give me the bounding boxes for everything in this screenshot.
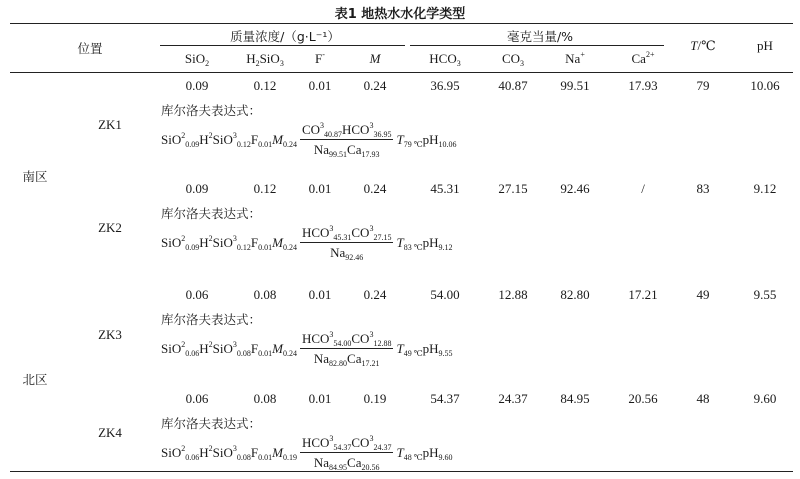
formula-sio3 [213, 341, 251, 357]
formula-ph [423, 445, 453, 461]
header-temperature: T/℃ [690, 38, 716, 53]
formula-sio3-value: 0.12 [236, 140, 251, 149]
formula-num-ion1 [302, 435, 351, 450]
formula-h2sio3 [199, 445, 212, 461]
formula-f-value: 0.01 [258, 349, 273, 358]
region-north: 北区 [22, 372, 48, 387]
formula-num-ion2-charge: 3 [369, 330, 374, 339]
formula-ph [423, 132, 457, 148]
header-milliequivalent: 毫克当量/% [506, 29, 574, 44]
formula-sio3-value: 0.08 [236, 453, 251, 462]
cell-ca: 17.93 [628, 78, 658, 93]
formula-denominator [312, 140, 382, 157]
formula-h2sio3 [199, 132, 212, 148]
formula-m [272, 235, 297, 251]
header-mineralization: M [369, 51, 381, 66]
cell-sio2: 0.09 [185, 78, 209, 93]
cell-ca: 17.21 [628, 287, 658, 302]
formula-num-ion2-charge: 3 [369, 121, 374, 130]
formula-sio3-charge: 3 [232, 444, 237, 453]
formula-f [251, 132, 272, 148]
formula-sio3-symbol: SiO [212, 445, 233, 460]
formula-t-symbol: T [396, 132, 404, 147]
header-fluoride: F- [315, 50, 325, 66]
formula-f [251, 235, 272, 251]
formula-num-ion2-symbol: HCO [342, 122, 370, 137]
bottom-rule [10, 471, 793, 472]
formula-f-value: 0.01 [258, 453, 273, 462]
formula-sio3-symbol: SiO [212, 235, 233, 250]
header-na: Na+ [565, 50, 585, 66]
cell-h2sio3: 0.12 [253, 78, 277, 93]
cell-ca: / [641, 181, 645, 196]
formula-denominator [328, 243, 365, 260]
header-ph: pH [757, 38, 773, 53]
cell-h2sio3: 0.08 [253, 287, 277, 302]
cell-t: 48 [696, 391, 710, 406]
formula-m-symbol: M [272, 445, 283, 460]
formula-num-ion1-value: 45.31 [333, 233, 352, 242]
formula-sio2-symbol: SiO [161, 445, 182, 460]
formula-f [251, 445, 272, 461]
formula-t-unit: ℃ [411, 243, 423, 252]
formula-m [272, 132, 297, 148]
formula-t-value: 79 [403, 140, 412, 149]
formula-fraction [300, 436, 394, 470]
formula-num-ion1 [302, 122, 342, 137]
formula-fraction [300, 226, 394, 260]
formula-t [396, 445, 422, 461]
formula-den-ca [347, 351, 379, 366]
cell-f: 0.01 [308, 181, 332, 196]
top-rule [10, 23, 793, 24]
cell-m: 0.24 [363, 78, 387, 93]
cell-h2sio3: 0.12 [253, 181, 277, 196]
header-sio2: SiO$_2$ [184, 51, 210, 68]
formula-ph-value: 9.12 [438, 243, 453, 252]
cell-hco3: 54.00 [430, 287, 460, 302]
formula-num-ion2-value: 27.15 [373, 233, 392, 242]
cell-ca: 20.56 [628, 391, 658, 406]
formula-num-ion1-charge: 3 [329, 434, 334, 443]
cell-na: 99.51 [560, 78, 590, 93]
kurlov-label: 库尔洛夫表达式： [161, 416, 262, 431]
cell-na: 84.95 [560, 391, 590, 406]
formula-ph-value: 10.06 [438, 140, 457, 149]
formula-sio2-charge: 2 [181, 340, 186, 349]
formula-h2sio3-symbol: H [199, 235, 209, 250]
well-name: ZK1 [98, 117, 122, 132]
formula-num-ion2-symbol: CO [351, 435, 370, 450]
formula-den-na-value: 82.80 [329, 359, 348, 368]
well-name: ZK2 [98, 220, 122, 235]
formula-sio2-value: 0.06 [185, 453, 200, 462]
formula-den-ca-symbol: Ca [347, 142, 362, 157]
formula-t [396, 132, 422, 148]
kurlov-label: 库尔洛夫表达式： [161, 103, 262, 118]
cell-ph: 9.55 [753, 287, 777, 302]
region-south: 南区 [22, 169, 48, 184]
formula-sio2-value: 0.09 [185, 243, 200, 252]
formula-h2sio3 [199, 341, 212, 357]
formula-t-symbol: T [396, 235, 404, 250]
formula-num-ion2-value: 24.37 [373, 443, 392, 452]
cell-t: 83 [696, 181, 710, 196]
formula-h2sio3-charge: 2 [208, 131, 213, 140]
formula-ph [423, 235, 453, 251]
formula-m-symbol: M [272, 235, 283, 250]
formula-h2sio3 [199, 235, 212, 251]
formula-num-ion2-value: 36.95 [373, 130, 392, 139]
formula-den-ca [347, 142, 379, 157]
formula-ph-value: 9.55 [438, 349, 453, 358]
formula-den-ca-symbol: Ca [347, 455, 362, 470]
kurlov-formula [161, 123, 457, 157]
formula-sio2-value: 0.06 [185, 349, 200, 358]
formula-sio3-charge: 3 [232, 131, 237, 140]
formula-t-unit: ℃ [411, 349, 423, 358]
formula-ph-symbol: pH [422, 235, 439, 250]
formula-den-na-symbol: Na [313, 351, 330, 366]
formula-sio2-charge: 2 [181, 234, 186, 243]
formula-sio3 [213, 445, 251, 461]
formula-sio2-charge: 2 [181, 444, 186, 453]
formula-den-na-symbol: Na [313, 455, 330, 470]
formula-sio2 [161, 445, 199, 461]
formula-m [272, 445, 297, 461]
kurlov-formula [161, 436, 453, 470]
cell-f: 0.01 [308, 287, 332, 302]
formula-ph-symbol: pH [422, 132, 439, 147]
formula-m-value: 0.24 [282, 349, 297, 358]
cell-t: 79 [696, 78, 710, 93]
formula-sio2-symbol: SiO [161, 235, 182, 250]
formula-f-symbol: F [250, 445, 259, 460]
cell-t: 49 [696, 287, 710, 302]
cell-ph: 9.12 [753, 181, 777, 196]
formula-ph-symbol: pH [422, 341, 439, 356]
formula-sio2 [161, 235, 199, 251]
cell-na: 92.46 [560, 181, 590, 196]
cell-ph: 9.60 [753, 391, 777, 406]
formula-den-ca [347, 455, 379, 470]
formula-ph-symbol: pH [422, 445, 439, 460]
formula-num-ion1-value: 54.37 [333, 443, 352, 452]
formula-den-na-value: 84.95 [329, 463, 348, 472]
cell-m: 0.24 [363, 181, 387, 196]
cell-sio2: 0.06 [185, 287, 209, 302]
formula-ph-value: 9.60 [438, 453, 453, 462]
kurlov-label: 库尔洛夫表达式： [161, 206, 262, 221]
formula-num-ion2 [342, 122, 391, 137]
formula-den-na-symbol: Na [313, 142, 330, 157]
formula-m-symbol: M [272, 341, 283, 356]
formula-sio2 [161, 341, 199, 357]
formula-den-ca-value: 17.93 [361, 150, 380, 159]
formula-num-ion1-symbol: CO [301, 122, 320, 137]
header-co3: $CO_3$ [501, 51, 525, 68]
formula-f [251, 341, 272, 357]
formula-sio2-value: 0.09 [185, 140, 200, 149]
formula-h2sio3-charge: 2 [208, 340, 213, 349]
formula-h2sio3-charge: 2 [208, 444, 213, 453]
formula-denominator [312, 349, 382, 366]
formula-num-ion2-symbol: CO [351, 331, 370, 346]
formula-sio3-charge: 3 [232, 340, 237, 349]
formula-den-na [314, 455, 347, 470]
cell-hco3: 36.95 [430, 78, 460, 93]
formula-h2sio3-symbol: H [199, 132, 209, 147]
kurlov-formula [161, 226, 453, 260]
formula-h2sio3-symbol: H [199, 341, 209, 356]
formula-sio3 [213, 235, 251, 251]
formula-den-na-symbol: Na [330, 245, 346, 260]
formula-t [396, 341, 422, 357]
formula-f-value: 0.01 [258, 140, 273, 149]
formula-num-ion1-symbol: HCO [301, 225, 330, 240]
meq-group-rule [410, 45, 664, 46]
formula-t-unit: ℃ [411, 140, 423, 149]
header-rule [10, 72, 793, 73]
header-mass-concentration: 质量浓度/（g·L⁻¹） [230, 29, 340, 44]
formula-f-value: 0.01 [258, 243, 273, 252]
formula-numerator [300, 123, 394, 140]
formula-sio3-symbol: SiO [212, 341, 233, 356]
formula-sio3 [213, 132, 251, 148]
formula-m-value: 0.24 [282, 140, 297, 149]
formula-sio3-charge: 3 [232, 234, 237, 243]
formula-m-value: 0.19 [282, 453, 297, 462]
cell-h2sio3: 0.08 [253, 391, 277, 406]
formula-den-na-value: 92.46 [345, 253, 364, 262]
formula-m-symbol: M [272, 132, 283, 147]
formula-h2sio3-charge: 2 [208, 234, 213, 243]
header-h2sio3: $H_2SiO_3$ [246, 51, 284, 68]
formula-num-ion1 [302, 225, 351, 240]
header-hco3: $HCO_3$ [429, 51, 461, 68]
cell-f: 0.01 [308, 78, 332, 93]
header-location: 位置 [77, 41, 103, 56]
formula-t-symbol: T [396, 445, 404, 460]
cell-co3: 27.15 [498, 181, 528, 196]
cell-co3: 40.87 [498, 78, 528, 93]
cell-sio2: 0.06 [185, 391, 209, 406]
formula-num-ion2 [351, 331, 391, 346]
formula-numerator [300, 436, 394, 453]
cell-f: 0.01 [308, 391, 332, 406]
formula-num-ion2 [351, 225, 391, 240]
formula-fraction [300, 123, 394, 157]
formula-den-na-value: 99.51 [329, 150, 348, 159]
kurlov-label: 库尔洛夫表达式： [161, 312, 262, 327]
formula-den-ca-value: 20.56 [361, 463, 380, 472]
formula-sio3-value: 0.12 [236, 243, 251, 252]
cell-m: 0.24 [363, 287, 387, 302]
formula-numerator [300, 332, 394, 349]
formula-num-ion1-symbol: HCO [301, 435, 330, 450]
formula-den-na [314, 142, 347, 157]
formula-num-ion1-charge: 3 [329, 330, 334, 339]
formula-sio2 [161, 132, 199, 148]
formula-f-symbol: F [250, 132, 259, 147]
formula-sio2-symbol: SiO [161, 341, 182, 356]
well-name: ZK3 [98, 327, 122, 342]
cell-ph: 10.06 [750, 78, 780, 93]
formula-t-value: 83 [403, 243, 412, 252]
formula-m-value: 0.24 [282, 243, 297, 252]
table-title: 表1 地热水水化学类型 [334, 7, 466, 22]
formula-sio3-symbol: SiO [212, 132, 233, 147]
header-ca: $Ca^{2+}$ [631, 50, 655, 66]
formula-num-ion1-charge: 3 [320, 121, 324, 130]
formula-num-ion1-value: 40.87 [324, 130, 342, 139]
formula-fraction [300, 332, 394, 366]
formula-num-ion1-charge: 3 [329, 224, 334, 233]
formula-num-ion2-charge: 3 [369, 224, 374, 233]
well-name: ZK4 [98, 425, 122, 440]
formula-num-ion1-symbol: HCO [301, 331, 330, 346]
formula-h2sio3-symbol: H [199, 445, 209, 460]
formula-num-ion1-value: 54.00 [333, 339, 352, 348]
formula-num-ion2-value: 12.88 [373, 339, 392, 348]
formula-sio2-charge: 2 [181, 131, 186, 140]
formula-f-symbol: F [250, 235, 259, 250]
formula-ph [423, 341, 453, 357]
formula-t-value: 49 [403, 349, 412, 358]
formula-t-unit: ℃ [411, 453, 423, 462]
formula-sio3-value: 0.08 [236, 349, 251, 358]
formula-num-ion2-symbol: CO [351, 225, 370, 240]
formula-num-ion1 [302, 331, 351, 346]
formula-den-na [314, 351, 347, 366]
formula-num-ion2-charge: 3 [369, 434, 374, 443]
formula-t-symbol: T [396, 341, 404, 356]
cell-co3: 12.88 [498, 287, 528, 302]
formula-t-value: 48 [403, 453, 412, 462]
cell-hco3: 45.31 [430, 181, 460, 196]
formula-t [396, 235, 422, 251]
cell-na: 82.80 [560, 287, 590, 302]
formula-den-ca-symbol: Ca [347, 351, 362, 366]
formula-denominator [312, 453, 382, 470]
formula-num-ion2 [351, 435, 391, 450]
formula-m [272, 341, 297, 357]
formula-sio2-symbol: SiO [161, 132, 182, 147]
mass-group-rule [160, 45, 405, 46]
cell-m: 0.19 [363, 391, 387, 406]
formula-den-ca-value: 17.21 [361, 359, 380, 368]
cell-co3: 24.37 [498, 391, 528, 406]
formula-f-symbol: F [250, 341, 259, 356]
formula-den-na [330, 245, 363, 260]
cell-sio2: 0.09 [185, 181, 209, 196]
cell-hco3: 54.37 [430, 391, 460, 406]
kurlov-formula [161, 332, 453, 366]
formula-numerator [300, 226, 394, 243]
